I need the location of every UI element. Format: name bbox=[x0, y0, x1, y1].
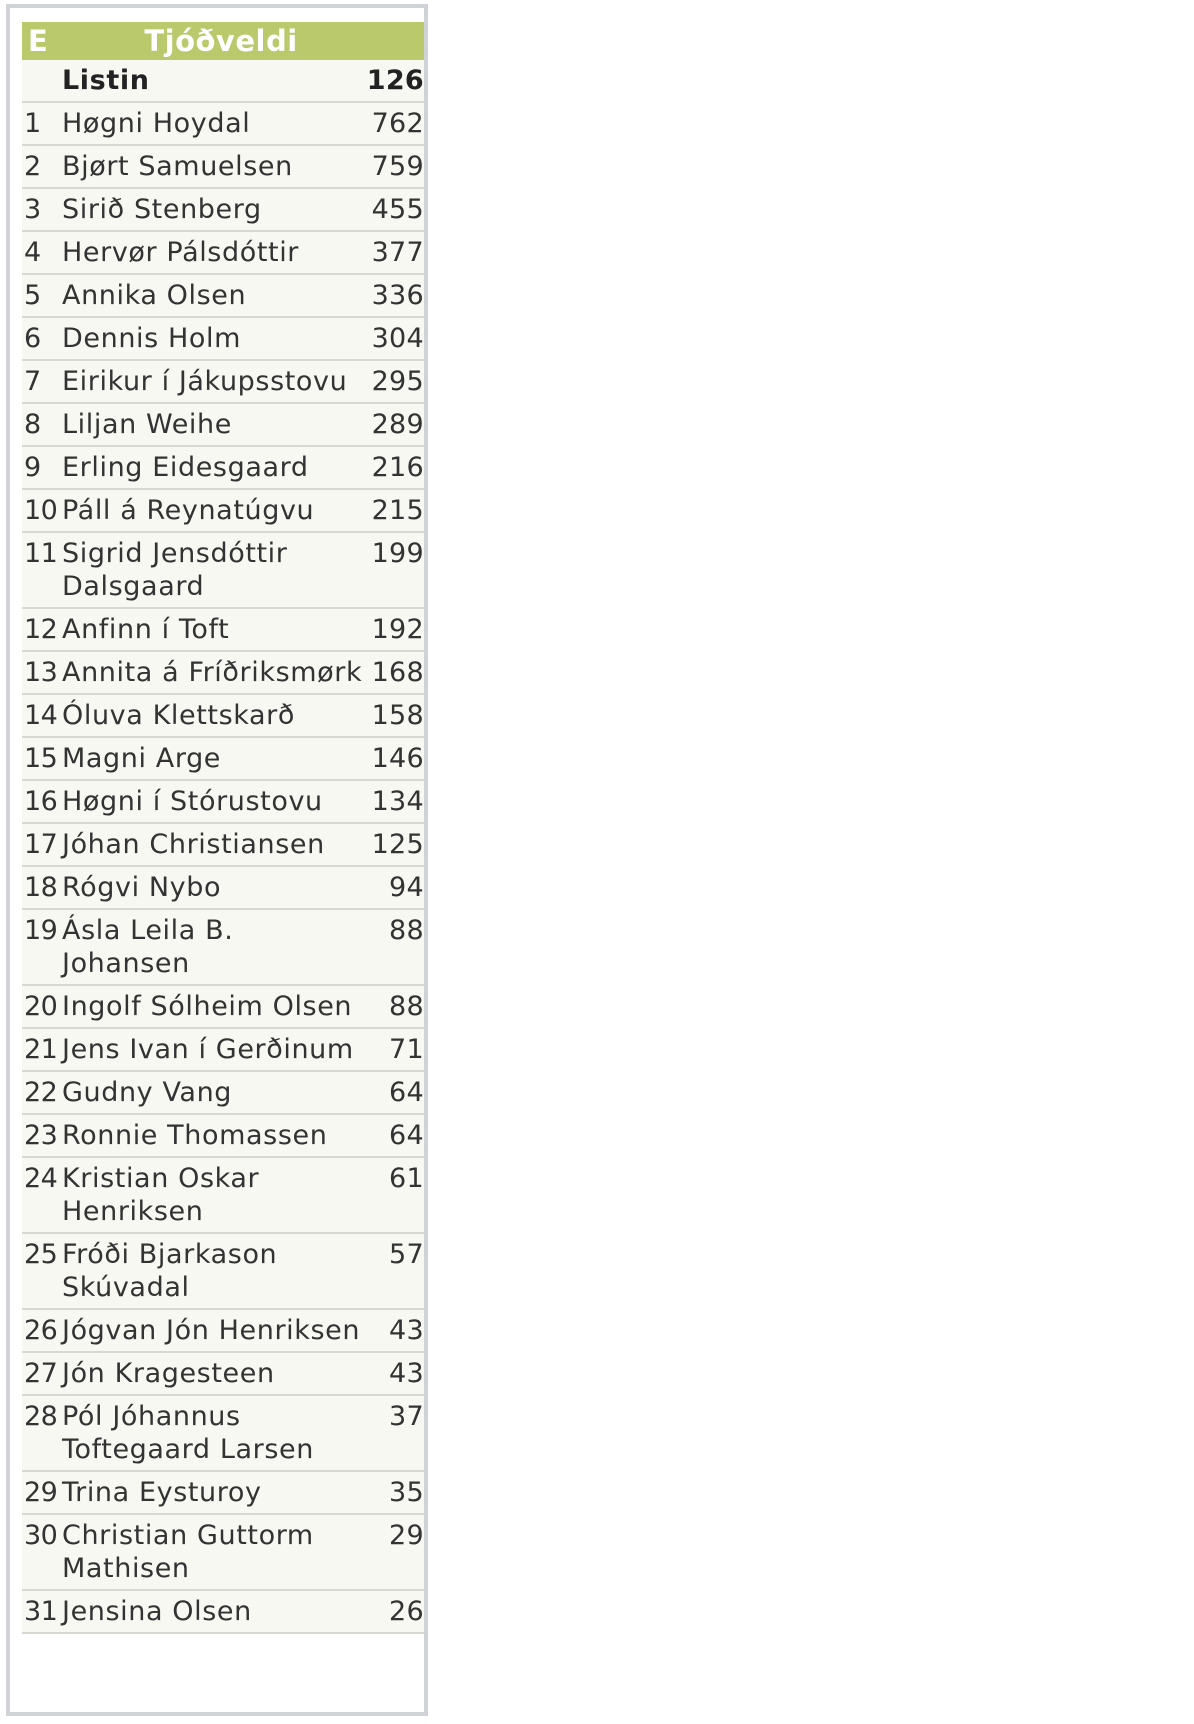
list-letter: E bbox=[28, 24, 49, 58]
candidate-row bbox=[22, 652, 424, 695]
list-total-votes: 126 bbox=[366, 65, 424, 96]
candidate-votes: 43 bbox=[389, 1358, 424, 1389]
candidate-votes: 26 bbox=[389, 1596, 424, 1627]
candidate-number: 8 bbox=[24, 409, 41, 440]
candidate-name: Gudny Vang bbox=[62, 1077, 233, 1108]
candidate-votes: 64 bbox=[389, 1077, 424, 1108]
candidate-name: Ingolf Sólheim Olsen bbox=[62, 991, 353, 1022]
candidate-row bbox=[22, 103, 424, 146]
candidate-row bbox=[22, 1472, 424, 1515]
candidate-votes: 158 bbox=[371, 700, 424, 731]
candidate-name: Jón Kragesteen bbox=[62, 1358, 275, 1389]
candidate-name: Sigrid Jensdóttir Dalsgaard bbox=[62, 538, 288, 602]
candidate-name: Annita á Fríðriksmørk bbox=[62, 657, 363, 688]
candidate-row bbox=[22, 447, 424, 490]
candidate-name: Jóhan Christiansen bbox=[62, 829, 325, 860]
candidate-row bbox=[22, 1029, 424, 1072]
candidate-name: Eirikur í Jákupsstovu bbox=[62, 366, 348, 397]
candidate-votes: 61 bbox=[389, 1163, 424, 1194]
candidate-votes: 146 bbox=[371, 743, 424, 774]
candidate-votes: 336 bbox=[371, 280, 424, 311]
candidate-number: 21 bbox=[24, 1034, 58, 1065]
results-table bbox=[22, 22, 424, 1634]
candidate-name: Magni Arge bbox=[62, 743, 222, 774]
candidate-votes: 216 bbox=[371, 452, 424, 483]
candidate-row bbox=[22, 910, 424, 986]
candidate-name: Pól Jóhannus Toftegaard Larsen bbox=[62, 1401, 314, 1465]
candidate-number: 17 bbox=[24, 829, 58, 860]
candidate-votes: 762 bbox=[371, 108, 424, 139]
candidate-row bbox=[22, 1353, 424, 1396]
candidate-name: Kristian Oskar Henriksen bbox=[62, 1163, 260, 1227]
candidate-votes: 64 bbox=[389, 1120, 424, 1151]
candidate-name: Jógvan Jón Henriksen bbox=[62, 1315, 361, 1346]
candidate-number: 29 bbox=[24, 1477, 58, 1508]
candidate-votes: 88 bbox=[389, 991, 424, 1022]
candidate-number: 31 bbox=[24, 1596, 58, 1627]
candidate-number: 12 bbox=[24, 614, 58, 645]
party-header bbox=[22, 22, 424, 60]
candidate-number: 13 bbox=[24, 657, 58, 688]
candidate-row bbox=[22, 1234, 424, 1310]
candidate-votes: 29 bbox=[389, 1520, 424, 1551]
candidate-list bbox=[22, 103, 424, 1634]
candidate-votes: 37 bbox=[389, 1401, 424, 1432]
candidate-votes: 192 bbox=[371, 614, 424, 645]
candidate-name: Bjørt Samuelsen bbox=[62, 151, 293, 182]
candidate-votes: 759 bbox=[371, 151, 424, 182]
candidate-name: Sirið Stenberg bbox=[62, 194, 262, 225]
candidate-number: 24 bbox=[24, 1163, 58, 1194]
candidate-number: 11 bbox=[24, 538, 58, 569]
candidate-votes: 295 bbox=[371, 366, 424, 397]
candidate-name: Rógvi Nybo bbox=[62, 872, 222, 903]
candidate-number: 25 bbox=[24, 1239, 58, 1270]
candidate-number: 15 bbox=[24, 743, 58, 774]
candidate-votes: 35 bbox=[389, 1477, 424, 1508]
list-total-label: Listin bbox=[62, 65, 150, 96]
candidate-row bbox=[22, 232, 424, 275]
candidate-row bbox=[22, 1158, 424, 1234]
candidate-name: Annika Olsen bbox=[62, 280, 247, 311]
candidate-number: 10 bbox=[24, 495, 58, 526]
candidate-number: 5 bbox=[24, 280, 41, 311]
candidate-row bbox=[22, 695, 424, 738]
candidate-number: 16 bbox=[24, 786, 58, 817]
candidate-number: 1 bbox=[24, 108, 41, 139]
candidate-votes: 88 bbox=[389, 915, 424, 946]
candidate-number: 28 bbox=[24, 1401, 58, 1432]
candidate-row bbox=[22, 146, 424, 189]
candidate-votes: 57 bbox=[389, 1239, 424, 1270]
candidate-row bbox=[22, 867, 424, 910]
candidate-row bbox=[22, 490, 424, 533]
candidate-number: 14 bbox=[24, 700, 58, 731]
candidate-row bbox=[22, 1591, 424, 1634]
candidate-number: 7 bbox=[24, 366, 41, 397]
results-panel bbox=[6, 4, 428, 1716]
candidate-number: 30 bbox=[24, 1520, 58, 1551]
candidate-votes: 134 bbox=[371, 786, 424, 817]
candidate-number: 2 bbox=[24, 151, 41, 182]
candidate-number: 23 bbox=[24, 1120, 58, 1151]
candidate-name: Óluva Klettskarð bbox=[62, 700, 295, 731]
candidate-row bbox=[22, 318, 424, 361]
candidate-name: Páll á Reynatúgvu bbox=[62, 495, 315, 526]
candidate-number: 20 bbox=[24, 991, 58, 1022]
candidate-name: Hervør Pálsdóttir bbox=[62, 237, 300, 268]
candidate-row bbox=[22, 189, 424, 232]
candidate-number: 3 bbox=[24, 194, 41, 225]
candidate-row bbox=[22, 533, 424, 609]
candidate-votes: 215 bbox=[371, 495, 424, 526]
candidate-row bbox=[22, 609, 424, 652]
candidate-name: Høgni í Stórustovu bbox=[62, 786, 323, 817]
candidate-row bbox=[22, 986, 424, 1029]
candidate-name: Jens Ivan í Gerðinum bbox=[62, 1034, 354, 1065]
list-total-row bbox=[22, 60, 424, 103]
candidate-number: 4 bbox=[24, 237, 41, 268]
candidate-name: Erling Eidesgaard bbox=[62, 452, 309, 483]
candidate-row bbox=[22, 1310, 424, 1353]
candidate-votes: 94 bbox=[389, 872, 424, 903]
candidate-votes: 43 bbox=[389, 1315, 424, 1346]
candidate-votes: 289 bbox=[371, 409, 424, 440]
candidate-number: 6 bbox=[24, 323, 41, 354]
candidate-name: Fróði Bjarkason Skúvadal bbox=[62, 1239, 278, 1303]
candidate-row bbox=[22, 824, 424, 867]
candidate-name: Trina Eysturoy bbox=[62, 1477, 262, 1508]
candidate-row bbox=[22, 275, 424, 318]
candidate-votes: 168 bbox=[371, 657, 424, 688]
candidate-name: Liljan Weihe bbox=[62, 409, 232, 440]
candidate-number: 22 bbox=[24, 1077, 58, 1108]
candidate-row bbox=[22, 404, 424, 447]
candidate-name: Dennis Holm bbox=[62, 323, 242, 354]
candidate-row bbox=[22, 1072, 424, 1115]
candidate-name: Jensina Olsen bbox=[62, 1596, 252, 1627]
candidate-votes: 304 bbox=[371, 323, 424, 354]
candidate-number: 18 bbox=[24, 872, 58, 903]
candidate-name: Ronnie Thomassen bbox=[62, 1120, 328, 1151]
candidate-row bbox=[22, 361, 424, 404]
candidate-number: 27 bbox=[24, 1358, 58, 1389]
party-name: Tjóðveldi bbox=[144, 24, 298, 58]
candidate-votes: 455 bbox=[371, 194, 424, 225]
candidate-number: 9 bbox=[24, 452, 41, 483]
candidate-votes: 125 bbox=[371, 829, 424, 860]
candidate-row bbox=[22, 1515, 424, 1591]
candidate-row bbox=[22, 781, 424, 824]
candidate-row bbox=[22, 1396, 424, 1472]
candidate-row bbox=[22, 738, 424, 781]
candidate-number: 19 bbox=[24, 915, 58, 946]
candidate-votes: 377 bbox=[371, 237, 424, 268]
candidate-number: 26 bbox=[24, 1315, 58, 1346]
candidate-name: Anfinn í Toft bbox=[62, 614, 230, 645]
candidate-row bbox=[22, 1115, 424, 1158]
candidate-name: Ásla Leila B. Johansen bbox=[62, 915, 234, 979]
candidate-name: Christian Guttorm Mathisen bbox=[62, 1520, 314, 1584]
candidate-votes: 199 bbox=[371, 538, 424, 569]
candidate-votes: 71 bbox=[389, 1034, 424, 1065]
candidate-name: Høgni Hoydal bbox=[62, 108, 251, 139]
